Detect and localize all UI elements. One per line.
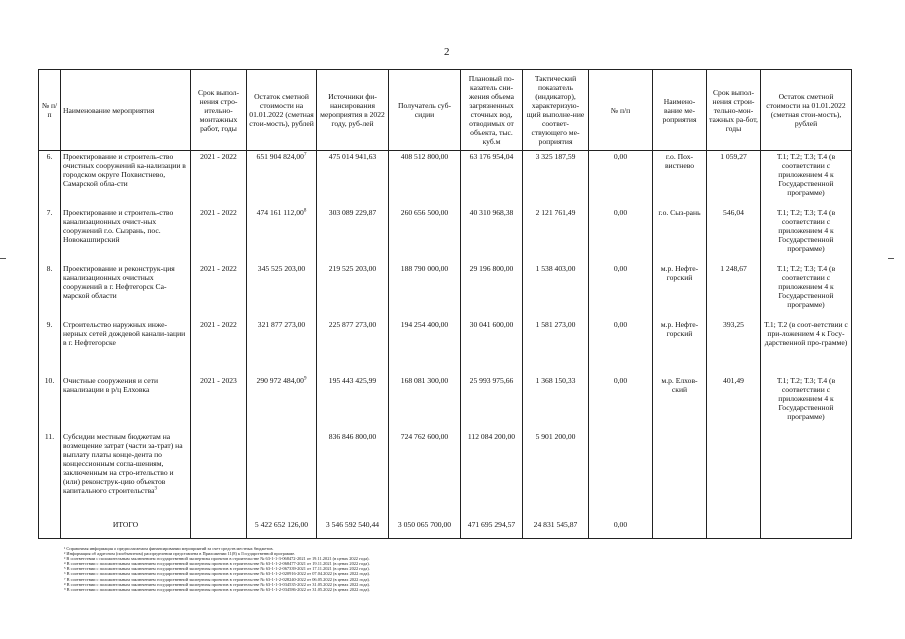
header-balance: Остаток сметной стоимости на 01.01.2022 (сметная стои-мость), рублей: [247, 70, 317, 151]
footnote: ⁹ В соответствии с положительным заключением государственной экспертизы проектов в строительстве № 63-1-1-2-034586-2022 от 31.05.2022 (в ценах 2022 года).: [64, 586, 370, 592]
row-num: 9.: [39, 319, 61, 375]
row-balance: [247, 207, 317, 263]
row-name: Проектирование и реконструк-ция канализационных очистных сооружений в г. Нефтегорск Са-марской области: [61, 263, 191, 319]
footnote: ³ В соответствии с положительным заключением государственной экспертизы проектов в строительстве № 63-1-1-3-068472-2021 от 19.11.2021 (в ценах 2022 года).: [64, 556, 370, 562]
row-tactical: 5 901 200,00: [523, 431, 589, 519]
row-num: 10.: [39, 375, 61, 431]
row-c9: 0,00: [589, 319, 653, 375]
table-row: [39, 431, 852, 519]
total-label: ИТОГО: [61, 519, 191, 539]
row-recipient: 168 081 300,00: [389, 375, 461, 431]
header-recipient: Получатель суб-сидии: [389, 70, 461, 151]
row-planned: 112 084 200,00: [461, 431, 523, 519]
row-c10: м.р. Нефте-горский: [653, 263, 707, 319]
total-c10: [653, 519, 707, 539]
row-c10: м.р. Елхов-ский: [653, 375, 707, 431]
row-num: 7.: [39, 207, 61, 263]
row-name: Проектирование и строитель-ство канализационных очист-ных сооружений г.о. Сызрань, пос. Новокашпирский: [61, 207, 191, 263]
row-sources: 219 525 203,00: [317, 263, 389, 319]
table-row: [39, 151, 852, 207]
row-c10: м.р. Нефте-горский: [653, 319, 707, 375]
row-c11: 1 059,27: [707, 151, 761, 207]
table-row: [39, 207, 852, 263]
row-balance: [247, 431, 317, 519]
row-recipient: 260 656 500,00: [389, 207, 461, 263]
row-term: 2021 - 2022: [191, 263, 247, 319]
row-balance-value: 651 904 824,00: [256, 152, 304, 161]
total-num: [39, 519, 61, 539]
header-sources: Источники фи-нансирования мероприятия в 2022 году, руб-лей: [317, 70, 389, 151]
table-row: [39, 375, 852, 431]
row-name: Проектирование и строитель-ство очистных сооружений ка-нализации в городском округе Похвистнево, Самарской обла-сти: [61, 151, 191, 207]
scan-mark: [888, 258, 894, 259]
row-recipient: 188 790 000,00: [389, 263, 461, 319]
row-name: [61, 431, 191, 519]
row-c11: 401,49: [707, 375, 761, 431]
table-row: [39, 263, 852, 319]
header-term: Срок выпол-нения стро-ительно-монтажных работ, годы: [191, 70, 247, 151]
total-planned: 471 695 294,57: [461, 519, 523, 539]
table-header-row: [39, 70, 852, 151]
footnote: ⁴ В соответствии с положительным заключением государственной экспертизы проектов в строительстве № 63-1-1-2-068477-2021 от 19.11.2021 (в ценах 2022 года).: [64, 561, 370, 567]
row-num: 6.: [39, 151, 61, 207]
row-c12: Т.1; Т.2; Т.3; Т.4 (в соответствии с приложением 4 к Государственной программе): [761, 207, 852, 263]
row-num: 8.: [39, 263, 61, 319]
row-sources: 303 089 229,87: [317, 207, 389, 263]
row-name: Строительство наружных инже-нерных сетей дождевой канали-зации в г. Нефтегорске: [61, 319, 191, 375]
header-tactical: Тактический показатель (индикатор), характеризую-щий выполне-ние соответ-ствующего ме-роприятия: [523, 70, 589, 151]
footnote-ref: 8: [303, 207, 307, 213]
row-c11: 393,25: [707, 319, 761, 375]
row-c12: [761, 431, 852, 519]
row-balance: [247, 375, 317, 431]
row-balance-value: 290 972 484,00: [256, 375, 304, 385]
footnote: ¹ Справочная информация о предполагаемом финансировании мероприятий за счет средств местных бюджетов.: [64, 546, 274, 551]
header-planned: Плановый по-казатель сни-жения объема загрязненных сточных вод, отводимых от объекта, тыс. куб.м: [461, 70, 523, 151]
row-balance-value: 474 161 112,00: [256, 207, 304, 217]
row-balance: [247, 263, 317, 319]
row-c11: 1 248,67: [707, 263, 761, 319]
row-c11: 546,04: [707, 207, 761, 263]
row-num: 11.: [39, 431, 61, 519]
row-planned: 30 041 600,00: [461, 319, 523, 375]
row-sources: 225 877 273,00: [317, 319, 389, 375]
row-term: 2021 - 2022: [191, 319, 247, 375]
row-name-text: Субсидии местным бюджетам на возмещение затрат (части за-трат) на выплату платы конце-дента по концессионным согла-шениям, заключенным на стро-ительство и (или) реконструк-цию объектов капитального строительства: [63, 431, 183, 495]
row-c10: [653, 431, 707, 519]
row-sources: 836 846 800,00: [317, 431, 389, 519]
row-c12: Т.1; Т.2 (в соот-ветствии с при-ложением 4 к Госу-дарственной про-грамме): [761, 319, 852, 375]
row-c9: 0,00: [589, 375, 653, 431]
row-sources: 195 443 425,99: [317, 375, 389, 431]
header-name-2: Наимено-вание ме-роприятия: [653, 70, 707, 151]
header-term-2: Срок выпол-нения строи-тельно-мон-тажных ра-бот, годы: [707, 70, 761, 151]
footnote-ref: 3: [154, 485, 157, 491]
row-recipient: 408 512 800,00: [389, 151, 461, 207]
row-balance: [247, 319, 317, 375]
row-c11: [707, 431, 761, 519]
row-c10: г.о. Пох-вистнево: [653, 151, 707, 207]
row-sources: 475 014 941,63: [317, 151, 389, 207]
total-row: [39, 519, 852, 539]
row-balance-value: 345 525 203,00: [257, 263, 306, 273]
header-num: № п/п: [39, 70, 61, 151]
row-c9: [589, 431, 653, 519]
scan-mark: [0, 258, 6, 259]
row-recipient: 194 254 400,00: [389, 319, 461, 375]
row-planned: 63 176 954,04: [461, 151, 523, 207]
measures-table: [38, 69, 852, 539]
total-c11: [707, 519, 761, 539]
row-term: 2021 - 2022: [191, 207, 247, 263]
footnote: ² Информация об адресном (пообъектном) распределении представлена в Приложении 11(8) к Государственной программе.: [64, 551, 296, 557]
footnote-ref: 9: [303, 375, 307, 381]
row-tactical: 1 581 273,00: [523, 319, 589, 375]
footnote: ⁸ В соответствии с положительным заключением государственной экспертизы проектов в строительстве № 63-1-1-3-034535-2022 от 31.05.2022 (в ценах 2022 года).: [64, 581, 370, 587]
table-row: [39, 319, 852, 375]
row-term: 2021 - 2023: [191, 375, 247, 431]
total-term: [191, 519, 247, 539]
total-balance: 5 422 652 126,00: [247, 519, 317, 539]
header-name: Наименование мероприятия: [61, 70, 191, 151]
total-sources: 3 546 592 540,44: [317, 519, 389, 539]
row-planned: 40 310 968,38: [461, 207, 523, 263]
row-name: Очистные сооружения и сети канализации в р/ц Елховка: [61, 375, 191, 431]
footnotes: [64, 546, 764, 592]
row-tactical: 1 368 150,33: [523, 375, 589, 431]
total-c12: [761, 519, 852, 539]
total-recipient: 3 050 065 700,00: [389, 519, 461, 539]
header-balance-2: Остаток сметной стоимости на 01.01.2022 (сметная стои-мость), рублей: [761, 70, 852, 151]
row-c12: Т.1; Т.2; Т.3; Т.4 (в соответствии с приложением 4 к Государственной программе): [761, 151, 852, 207]
row-c9: 0,00: [589, 151, 653, 207]
footnote: ⁶ В соответствии с положительным заключением государственной экспертизы проектов в строительстве № 63-1-1-2-020916-2022 от 07.04.2022 (в ценах 2022 года).: [64, 571, 370, 577]
row-c10: г.о. Сыз-рань: [653, 207, 707, 263]
row-c9: 0,00: [589, 207, 653, 263]
header-num-2: № п/п: [589, 70, 653, 151]
row-c9: 0,00: [589, 263, 653, 319]
row-balance: [247, 151, 317, 207]
row-recipient: 724 762 600,00: [389, 431, 461, 519]
footnote-ref: 7: [303, 152, 307, 158]
total-tactical: 24 831 545,87: [523, 519, 589, 539]
footnote: ⁷ В соответствии с положительным заключением государственной экспертизы проектов в строительстве № 63-1-1-2-028240-2022 от 06.05.2022 (в ценах 2022 года).: [64, 576, 370, 582]
row-planned: 25 993 975,66: [461, 375, 523, 431]
row-balance-value: 321 877 273,00: [257, 319, 306, 329]
row-term: [191, 431, 247, 519]
page-number: 2: [444, 46, 450, 58]
row-tactical: 2 121 761,49: [523, 207, 589, 263]
row-c12: Т.1; Т.2; Т.3; Т.4 (в соответствии с приложением 4 к Государственной программе): [761, 263, 852, 319]
footnote: ⁵ В соответствии с положительным заключением государственной экспертизы проектов в строительстве № 63-1-1-2-067339-2021 от 17.11.2021 (в ценах 2022 года).: [64, 566, 370, 572]
row-planned: 29 196 800,00: [461, 263, 523, 319]
row-c12: Т.1; Т.2; Т.3; Т.4 (в соответствии с приложением 4 к Государственной программе): [761, 375, 852, 431]
row-tactical: 1 538 403,00: [523, 263, 589, 319]
row-tactical: 3 325 187,59: [523, 151, 589, 207]
total-c9: 0,00: [589, 519, 653, 539]
row-term: 2021 - 2022: [191, 151, 247, 207]
